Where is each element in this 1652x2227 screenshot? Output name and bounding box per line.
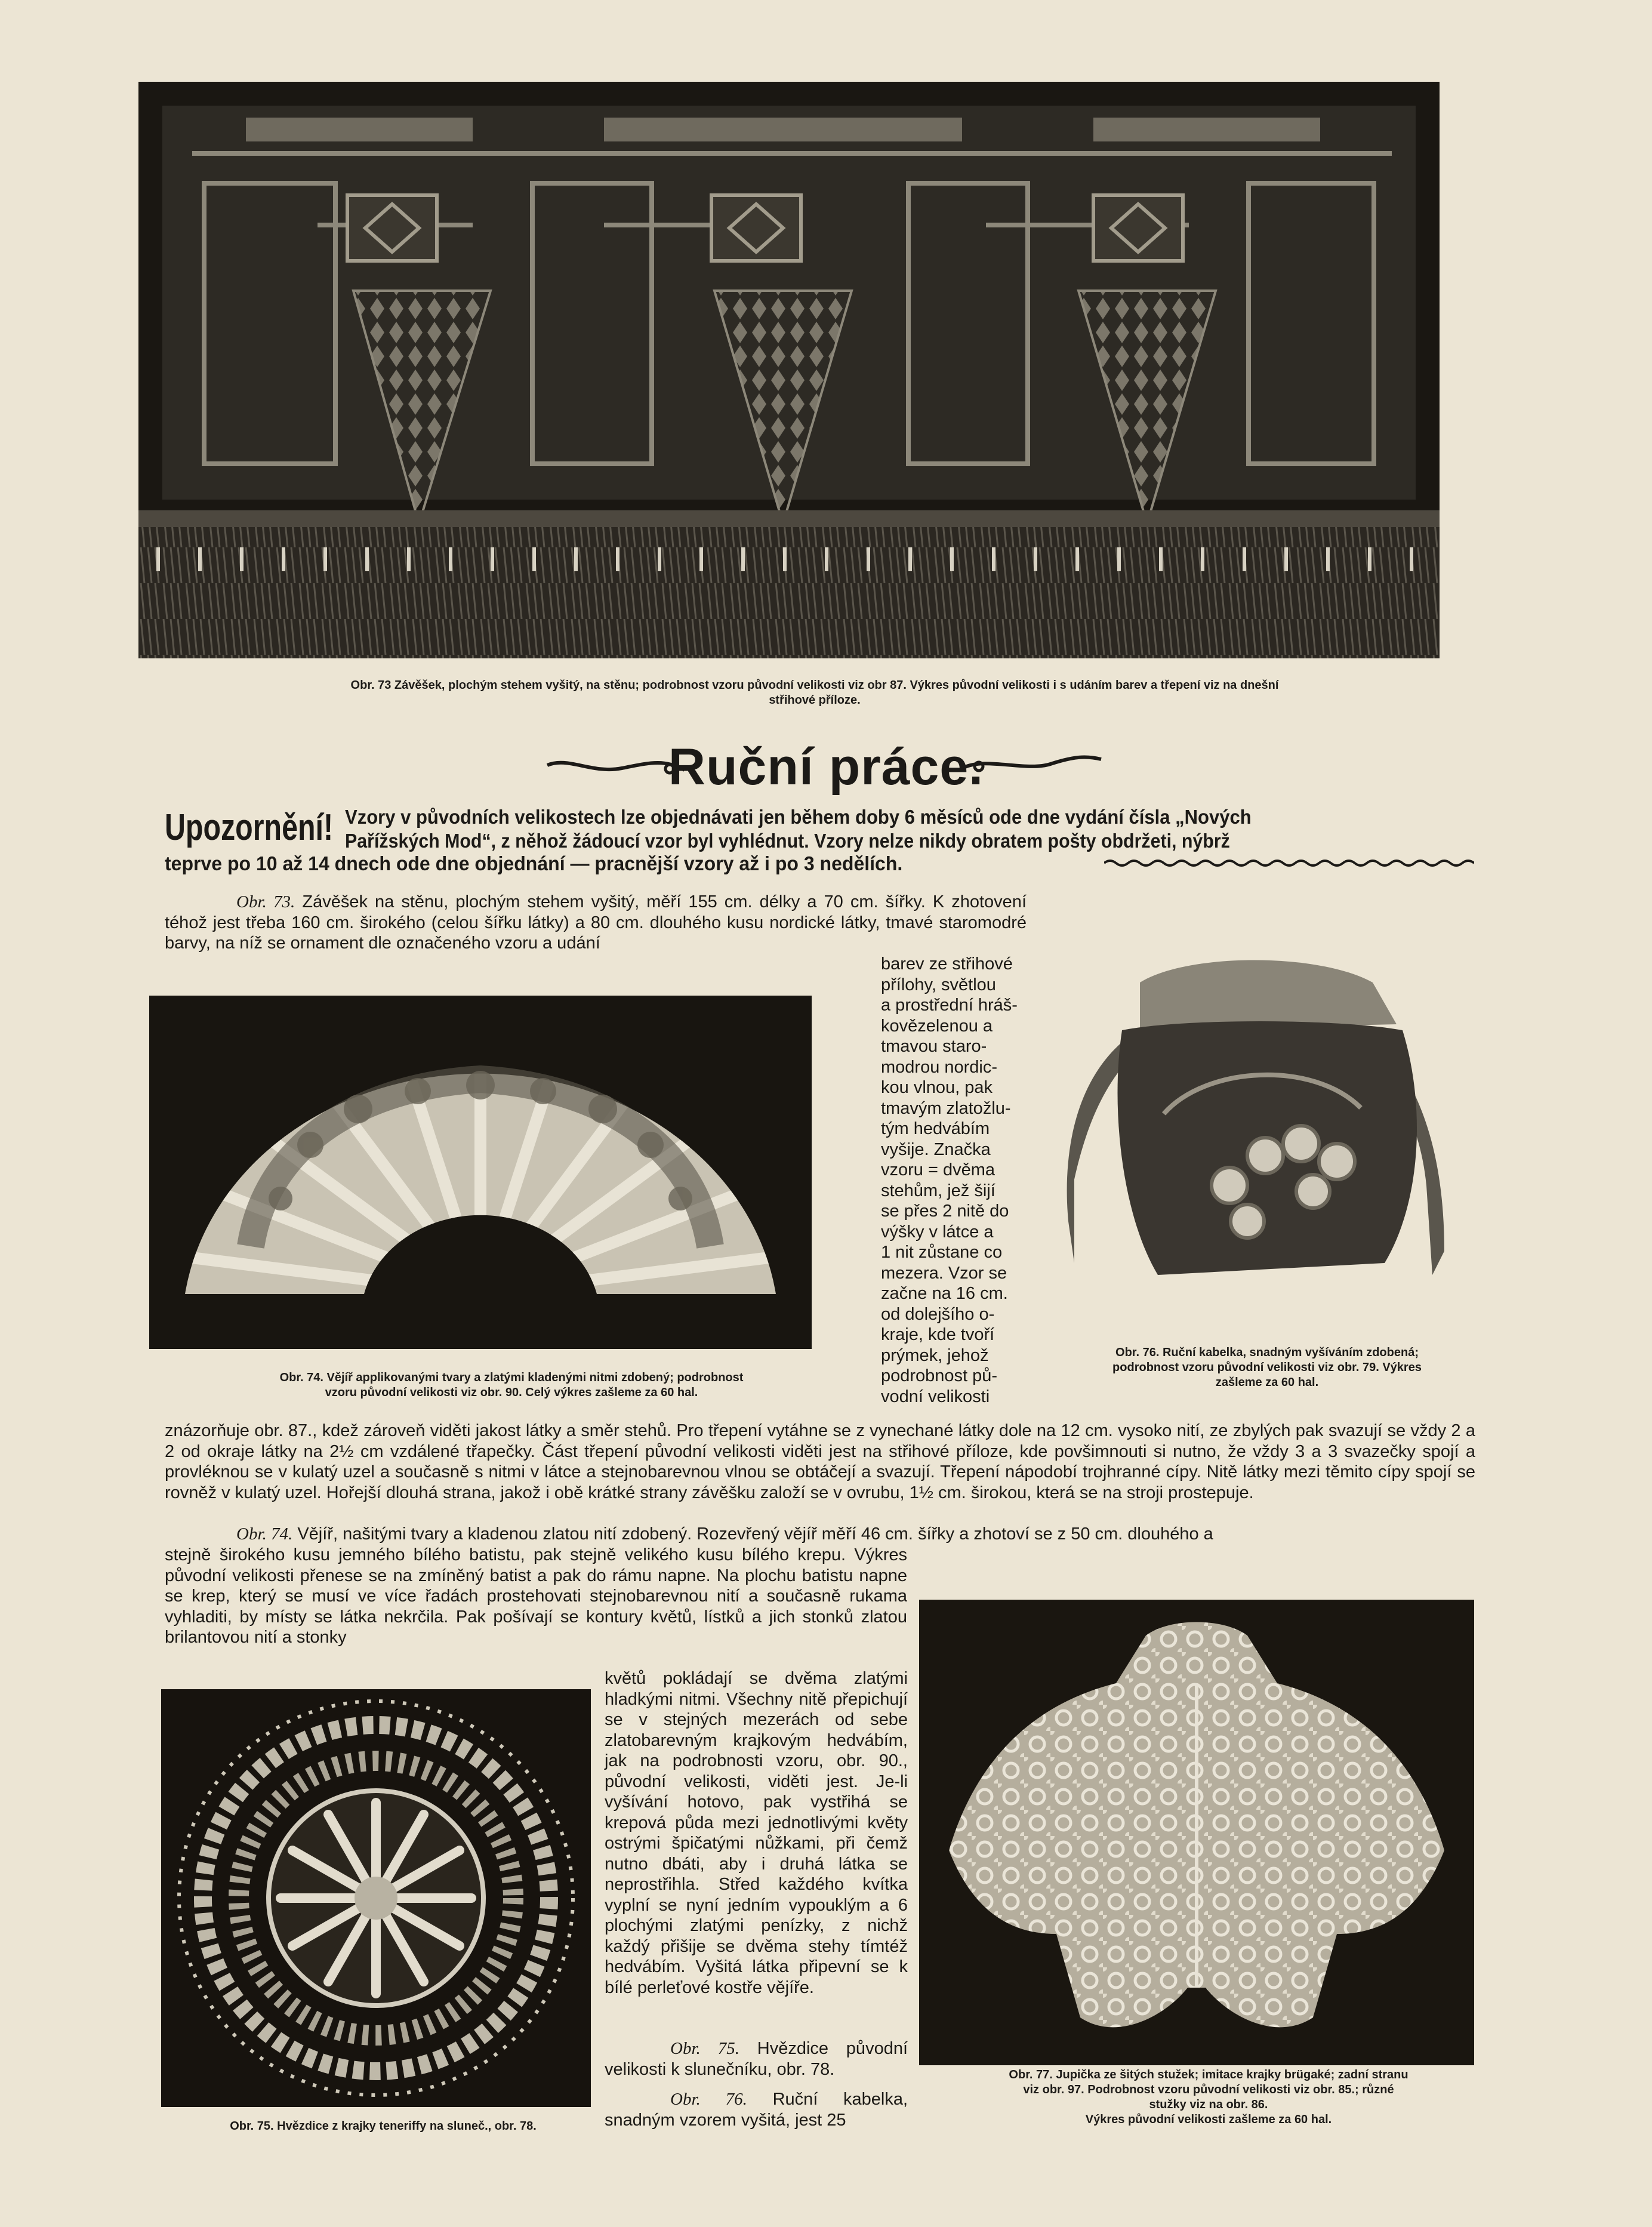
page-title: Ruční práce. [668, 738, 984, 796]
figure-77-jacket-photo [919, 1600, 1474, 2065]
notice-wavy-rule [1104, 857, 1474, 869]
notice-line-3: teprve po 10 až 14 dnech ode dne objednání — pracnější vzory až i po 3 nedělích. [165, 852, 903, 874]
figure-76-handbag-photo [1038, 929, 1468, 1281]
figure-73-caption: Obr. 73 Závěšek, plochým stehem vyšitý, na stěnu; podrobnost vzoru původní velikosti viz obr 87. Výkres původní velikosti i s udáním barev a třepení viz na dnešní střihové příloze. [350, 679, 1279, 707]
obr-76-ref: Obr. 76. [670, 2090, 747, 2109]
figure-77-caption: Obr. 77. Jupička ze šitých stužek; imitace krajky brügaké; zadní stranu viz obr. 97. Podrobnost vzoru původní velikosti viz obr. 85.; různé stužky viz na obr. 86. Výkres původní velikosti zašleme za 60 hal. [1009, 2068, 1408, 2126]
figure-76-caption: Obr. 76. Ruční kabelka, snadným vyšíváním zdobená; podrobnost vzoru původní velikosti viz obr. 79. Výkres zašleme za 60 hal. [1112, 1346, 1422, 1389]
figure-75-caption: Obr. 75. Hvězdice z krajky teneriffy na sluneč., obr. 78. [230, 2120, 537, 2133]
paragraph-obr-74: stejně širokého kusu jemného bílého batistu, pak stejně velikého kusu bílého krepu. Výkres původní velikosti přenese se na zmíněný batist a pak do rámu napne. Na plochu batistu napne se krep, který se musí ve více řadách prostehovati stejnobarevnou nití a současně rukama vyhladiti, by místy se látka nekrčila. Pak pošívají se kontury květů, lístků a jich stonků zlatou brilantovou nití a stonky [165, 1545, 907, 1647]
figure-74-caption: Obr. 74. Vějíř applikovanými tvary a zlatými kladenými nitmi zdobený; podrobnost vzoru původní velikosti viz obr. 90. Celý výkres zašleme za 60 hal. [279, 1371, 744, 1399]
handbag-illustration [1038, 929, 1468, 1281]
paragraph-obr-76: Obr. 76. Ruční kabelka, snadným vzorem vyšitá, jest 25 [605, 2090, 908, 2130]
title-flourish-right [961, 751, 1104, 781]
jacket-illustration [919, 1600, 1474, 2065]
obr-73-ref: Obr. 73. [236, 892, 295, 911]
notice-line-2: Pařížských Mod“, z něhož žádoucí vzor byl vyhlédnut. Vzory nelze nikdy obratem pošty obdržeti, nýbrž [345, 830, 1230, 852]
figure-73-wall-hanging-photo [138, 82, 1440, 658]
obr-74-ref: Obr. 74. [236, 1524, 293, 1544]
paragraph-obr-74-column: květů pokládají se dvěma zlatými hladkými nitmi. Všechny nitě přepichují se v stejných mezerách od sebe zlatobarevným krajkovým hedvábím, jak na podrobnosti vzoru, obr. 90., původní velikosti, viděti jest. Je-li vyšívání hotovo, pak vystřihá se krepová půda mezi jednotlivými květy ostrými špičatými nůžkami, při čemž nutno dbáti, aby i druhá látka se neprostřihla. Střed každého kvítka vyplní se nyní jedním vypouklým a 6 plochými zlatými penízky, z nichž každý přišije se dvěma stehy tímtéž hedvábím. Vyšitá látka připevní se k bílé perleťové kostře vějíře. [605, 1669, 908, 1997]
fan-illustration [149, 996, 812, 1349]
obr-75-ref: Obr. 75. [670, 2039, 739, 2058]
paragraph-obr-73-column: barev ze střihové přílohy, světlou a prostřední hráš- kovězelenou a tmavou staro- modrou nordic- kou vlnou, pak tmavým zlatožlu- tým hedvábím vyšije. Značka vzoru = dvěma stehům, jež šijí se přes 2 nitě do výšky v látce a 1 nit zůstane co mezera. Vzor se začne na 16 cm. od dolejšího o- kraje, kde tvoří prýmek, jehož podrobnost pů- vodní velikosti [881, 954, 1018, 1406]
notice-label: Upozornění! [165, 807, 334, 848]
paragraph-obr-73-continued: znázorňuje obr. 87., kdež zároveň viděti jakost látky a směr stehů. Pro třepení vytáhne se z vynechané látky dole na 12 cm. vysoko nití, ze zbylých pak svazují se vždy 2 a 2 od okraje látky na 2½ cm vzdálené třapečky. Část třepení původní velikosti viděti jest na střihové příloze, kde povšimnouti si nutno, že vždy 3 a 3 svazečky spojí a provléknou se v kulatý uzel a současně s nitmi v látce a stejnobarevnou vlnou se obtáčejí a svazují. Třepení nápodobí trojhranné cípy. Nitě látky mezi těmito cípy spojí se rovněž v kulatý uzel. Hořejší dlouhá strana, jakož i obě krátké strany závěšku založí se v ovrubu, 1½ cm. širokou, která se na stroji prostepuje. [165, 1421, 1475, 1502]
paragraph-obr-73: Obr. 73. Závěšek na stěnu, plochým stehem vyšitý, měří 155 cm. délky a 70 cm. šířky. K zhotovení téhož jest třeba 160 cm. širokého (celou šířku látky) a 80 cm. dlouhého kusu nordické látky, tmavé staromodré barvy, na níž se ornament dle označeného vzoru a udání [165, 892, 1027, 953]
wall-hanging-illustration [138, 82, 1440, 658]
notice-line-1: Vzory v původních velikostech lze objednávati jen během doby 6 měsíců ode dne vydání čísla „Nových [345, 806, 1252, 828]
figure-75-doily-photo [161, 1689, 591, 2107]
figure-74-fan-photo [149, 996, 812, 1349]
paragraph-obr-75: Obr. 75. Hvězdice původní velikosti k slunečníku, obr. 78. [605, 2039, 908, 2079]
doily-illustration [161, 1689, 591, 2107]
paragraph-obr-74-first-line: Obr. 74. Vějíř, našitými tvary a kladenou zlatou nití zdobený. Rozevřený vějíř měří 46 cm. šířky a zhotoví se z 50 cm. dlouhého a [236, 1524, 1213, 1544]
